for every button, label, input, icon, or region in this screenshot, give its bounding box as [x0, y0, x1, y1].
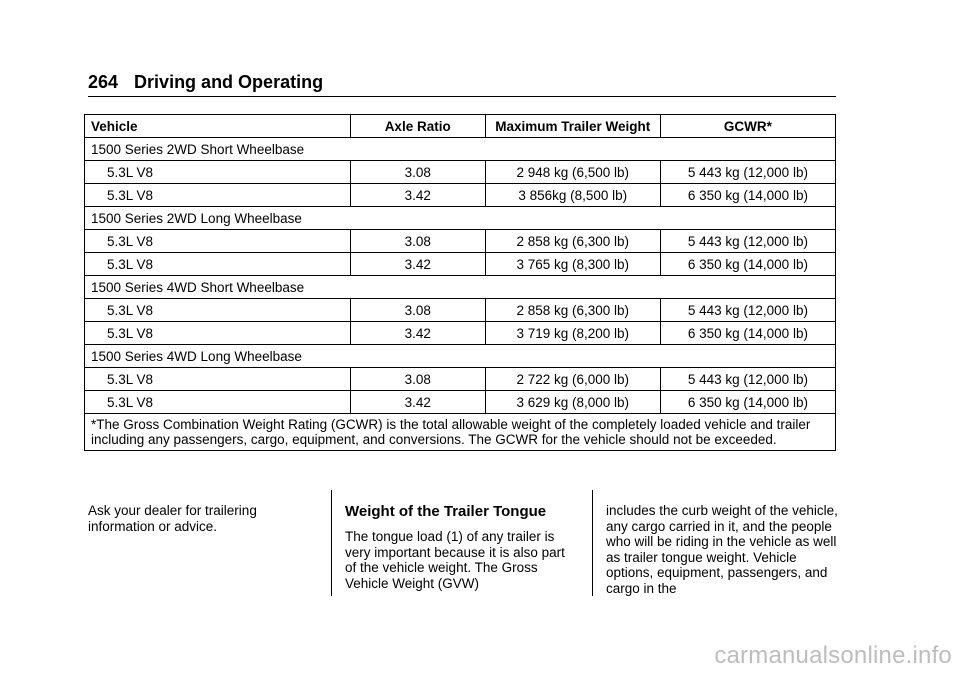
table-row [85, 299, 836, 322]
cell-max-trailer-weight: 3 629 kg (8,000 lb) [485, 391, 660, 414]
cell-gcwr: 6 350 kg (14,000 lb) [660, 322, 835, 345]
cell-gcwr: 6 350 kg (14,000 lb) [660, 253, 835, 276]
table-row [85, 391, 836, 414]
column-header-axle-ratio: Axle Ratio [350, 115, 485, 138]
cell-gcwr: 5 443 kg (12,000 lb) [660, 368, 835, 391]
footnote-row [85, 414, 836, 451]
column-header-gcwr: GCWR* [660, 115, 835, 138]
page-number: 264 [88, 72, 119, 92]
cell-axle-ratio: 3.08 [350, 161, 485, 184]
column-divider-2 [592, 490, 593, 596]
cell-max-trailer-weight: 3 765 kg (8,300 lb) [485, 253, 660, 276]
cell-gcwr: 6 350 kg (14,000 lb) [660, 184, 835, 207]
group-title: 1500 Series 2WD Long Wheelbase [85, 207, 836, 230]
cell-max-trailer-weight: 2 858 kg (6,300 lb) [485, 230, 660, 253]
column-header-vehicle: Vehicle [85, 115, 351, 138]
cell-vehicle: 5.3L V8 [85, 299, 351, 322]
cell-vehicle: 5.3L V8 [85, 322, 351, 345]
cell-vehicle: 5.3L V8 [85, 253, 351, 276]
cell-max-trailer-weight: 3 719 kg (8,200 lb) [485, 322, 660, 345]
cell-vehicle: 5.3L V8 [85, 184, 351, 207]
cell-axle-ratio: 3.42 [350, 322, 485, 345]
cell-axle-ratio: 3.08 [350, 230, 485, 253]
table-footnote: *The Gross Combination Weight Rating (GCWR) is the total allowable weight of the completely loaded vehicle and trailer including any passengers, cargo, equipment, and conversions. The GCWR for the vehicle should not be exceeded. [85, 414, 836, 451]
table-row [85, 253, 836, 276]
cell-axle-ratio: 3.42 [350, 184, 485, 207]
cell-max-trailer-weight: 2 722 kg (6,000 lb) [485, 368, 660, 391]
gvw-continuation-paragraph: includes the curb weight of the vehicle, any cargo carried in it, and the people who will be riding in the vehicle as well as trailer tongue weight. Vehicle options, equipment, passengers, and cargo in the [606, 503, 838, 596]
group-title: 1500 Series 4WD Short Wheelbase [85, 276, 836, 299]
column-header-max-trailer-weight: Maximum Trailer Weight [485, 115, 660, 138]
body-column-1 [88, 503, 313, 534]
cell-max-trailer-weight: 2 858 kg (6,300 lb) [485, 299, 660, 322]
cell-axle-ratio: 3.42 [350, 391, 485, 414]
cell-gcwr: 5 443 kg (12,000 lb) [660, 230, 835, 253]
cell-axle-ratio: 3.08 [350, 368, 485, 391]
cell-vehicle: 5.3L V8 [85, 161, 351, 184]
body-column-2 [345, 503, 577, 591]
cell-axle-ratio: 3.08 [350, 299, 485, 322]
cell-max-trailer-weight: 3 856kg (8,500 lb) [485, 184, 660, 207]
table-row [85, 230, 836, 253]
group-row [85, 345, 836, 368]
trailer-weight-table [84, 114, 836, 451]
cell-vehicle: 5.3L V8 [85, 368, 351, 391]
column-divider-1 [331, 490, 332, 596]
group-title: 1500 Series 2WD Short Wheelbase [85, 138, 836, 161]
cell-gcwr: 6 350 kg (14,000 lb) [660, 391, 835, 414]
page-header [88, 70, 836, 97]
table-row [85, 184, 836, 207]
cell-vehicle: 5.3L V8 [85, 230, 351, 253]
table-row [85, 161, 836, 184]
cell-gcwr: 5 443 kg (12,000 lb) [660, 299, 835, 322]
group-row [85, 138, 836, 161]
body-column-3 [606, 503, 838, 596]
cell-gcwr: 5 443 kg (12,000 lb) [660, 161, 835, 184]
tongue-load-paragraph: The tongue load (1) of any trailer is very important because it is also part of the vehicle weight. The Gross Vehicle Weight (GVW) [345, 529, 565, 591]
table-header-row [85, 115, 836, 138]
cell-vehicle: 5.3L V8 [85, 391, 351, 414]
dealer-advice-text: Ask your dealer for trailering information or advice. [88, 503, 257, 534]
group-row [85, 276, 836, 299]
cell-max-trailer-weight: 2 948 kg (6,500 lb) [485, 161, 660, 184]
group-title: 1500 Series 4WD Long Wheelbase [85, 345, 836, 368]
section-heading: Weight of the Trailer Tongue [345, 503, 547, 520]
section-title: Driving and Operating [134, 72, 324, 92]
table-row [85, 368, 836, 391]
table-row [85, 322, 836, 345]
cell-axle-ratio: 3.42 [350, 253, 485, 276]
group-row [85, 207, 836, 230]
watermark: carmanualsonline.info [714, 642, 952, 669]
